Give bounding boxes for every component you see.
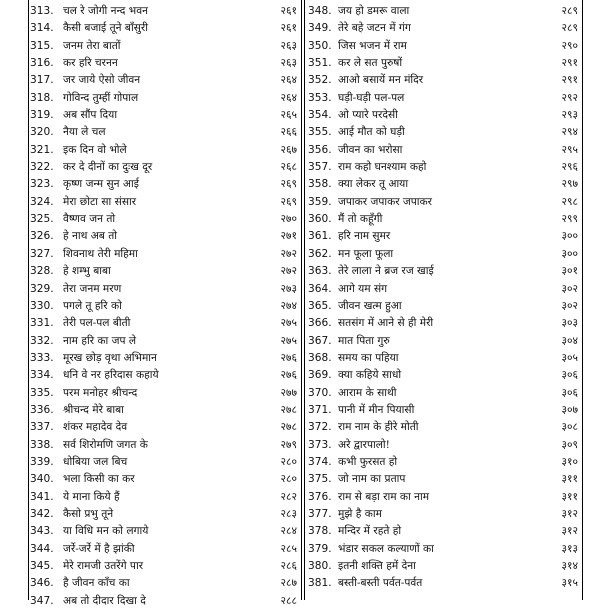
entry-number: 315. xyxy=(30,39,54,52)
entry-number: 344. xyxy=(30,542,54,555)
index-entry xyxy=(30,20,297,37)
entry-title: धोबिया जल बिच xyxy=(63,455,128,468)
index-entry xyxy=(308,124,578,141)
index-entry xyxy=(30,333,297,350)
entry-title: क्या लेकर तू आया xyxy=(338,178,409,191)
entry-title: हे शम्भु बाबा xyxy=(63,265,111,278)
entry-page-number: २९१ xyxy=(561,74,578,87)
entry-title: जनम तेरा बातों xyxy=(63,39,121,52)
entry-page-number: ३०७ xyxy=(561,403,578,416)
entry-title: तेरे लाला ने ब्रज रज खाई xyxy=(338,265,434,278)
entry-title: मात पिता गुरु xyxy=(338,334,390,347)
entry-title: समय का पहिया xyxy=(338,351,399,364)
entry-number: 372. xyxy=(308,421,332,434)
entry-number: 370. xyxy=(308,386,332,399)
entry-title: शंकर महादेव देव xyxy=(63,421,128,434)
entry-page-number: २९२ xyxy=(561,91,578,104)
entry-number: 373. xyxy=(308,438,332,451)
entry-page-number: २७२ xyxy=(280,265,297,278)
index-entry xyxy=(30,124,297,141)
entry-number: 319. xyxy=(30,109,54,122)
entry-title: जर जाये ऐसो जीवन xyxy=(63,74,141,87)
entry-number: 360. xyxy=(308,213,332,226)
index-entry xyxy=(30,471,297,488)
entry-number: 326. xyxy=(30,230,54,243)
entry-number: 376. xyxy=(308,490,332,503)
entry-page-number: २९३ xyxy=(561,109,578,122)
index-entry xyxy=(308,228,578,245)
entry-title: ओ प्यारे परदेसी xyxy=(338,109,398,122)
index-entry xyxy=(308,367,578,384)
entry-page-number: ३०८ xyxy=(561,421,578,434)
entry-page-number: २७८ xyxy=(280,421,297,434)
entry-page-number: ३१३ xyxy=(561,542,578,555)
entry-number: 364. xyxy=(308,282,332,295)
index-entry xyxy=(308,263,578,280)
column-divider-rule-2 xyxy=(304,0,305,600)
index-entry xyxy=(308,55,578,72)
entry-number: 355. xyxy=(308,126,332,139)
entry-title: तेरी पल-पल बीती xyxy=(63,317,131,330)
index-entry xyxy=(308,246,578,263)
entry-page-number: २८२ xyxy=(280,490,297,503)
entry-title: कभी फुरसत हो xyxy=(338,455,398,468)
entry-title: पानी में मीन पियासी xyxy=(338,403,415,416)
entry-number: 328. xyxy=(30,265,54,278)
entry-number: 318. xyxy=(30,91,54,104)
entry-title: जीवन खत्म हुआ xyxy=(338,299,402,312)
entry-number: 313. xyxy=(30,5,54,17)
entry-page-number: २९७ xyxy=(561,178,578,191)
entry-page-number: २८४ xyxy=(280,525,297,538)
entry-page-number: ३१२ xyxy=(561,507,578,520)
entry-title: घड़ी-घड़ी पल-पल xyxy=(338,91,405,104)
index-entry xyxy=(308,471,578,488)
index-entry xyxy=(30,419,297,436)
entry-number: 377. xyxy=(308,507,332,520)
entry-number: 335. xyxy=(30,386,54,399)
index-entry xyxy=(308,3,578,20)
index-entry xyxy=(30,263,297,280)
entry-number: 368. xyxy=(308,351,332,364)
left-margin-rule xyxy=(28,0,29,600)
index-entry xyxy=(308,38,578,55)
entry-number: 339. xyxy=(30,455,54,468)
index-entry xyxy=(30,228,297,245)
index-entry xyxy=(308,454,578,471)
entry-number: 333. xyxy=(30,351,54,364)
entry-page-number: २८३ xyxy=(280,507,297,520)
entry-page-number: २८० xyxy=(280,455,297,468)
entry-number: 316. xyxy=(30,57,54,70)
entry-page-number: २९९ xyxy=(561,213,578,226)
entry-title: कर ले सत पुरुषों xyxy=(338,57,403,70)
entry-title: मैं तो कहूँगी xyxy=(338,213,383,226)
index-entry xyxy=(30,3,297,20)
index-entry xyxy=(30,281,297,298)
entry-page-number: २८९ xyxy=(561,22,578,35)
index-entry xyxy=(30,298,297,315)
entry-page-number: ३०१ xyxy=(561,265,578,278)
entry-number: 343. xyxy=(30,525,54,538)
entry-number: 379. xyxy=(308,542,332,555)
index-column-left xyxy=(30,3,297,610)
entry-number: 338. xyxy=(30,438,54,451)
index-entry xyxy=(30,194,297,211)
entry-number: 367. xyxy=(308,334,332,347)
entry-page-number: ३०० xyxy=(561,247,578,260)
entry-page-number: ३०० xyxy=(561,230,578,243)
entry-page-number: ३११ xyxy=(561,490,578,503)
entry-title: मन्दिर में रहते हो xyxy=(338,525,402,538)
entry-page-number: २७६ xyxy=(280,351,297,364)
entry-page-number: २६८ xyxy=(280,161,297,174)
entry-title: राम कहो घनश्याम कहो xyxy=(338,161,427,174)
entry-title: जर्रे-जर्रे में है झांकी xyxy=(63,542,135,555)
index-entry xyxy=(308,385,578,402)
entry-page-number: २६१ xyxy=(280,22,297,35)
entry-title: अब सौंप दिया xyxy=(63,109,118,122)
index-entry xyxy=(30,367,297,384)
entry-title: वैष्णव जन तो xyxy=(63,213,116,226)
index-entry xyxy=(30,593,297,610)
entry-number: 374. xyxy=(308,455,332,468)
index-entry xyxy=(30,402,297,419)
entry-title: मूरख छोड़ वृथा अभिमान xyxy=(63,351,157,364)
index-entry xyxy=(30,142,297,159)
entry-number: 346. xyxy=(30,577,54,590)
entry-page-number: २७६ xyxy=(280,369,297,382)
right-margin-rule xyxy=(582,0,583,600)
entry-page-number: २९५ xyxy=(561,143,578,156)
entry-number: 362. xyxy=(308,247,332,260)
entry-number: 350. xyxy=(308,39,332,52)
entry-number: 325. xyxy=(30,213,54,226)
entry-title: हरि नाम सुमर xyxy=(338,230,391,243)
entry-title: जय हो डमरू वाला xyxy=(338,5,410,17)
entry-page-number: २९० xyxy=(561,39,578,52)
index-entry xyxy=(30,176,297,193)
index-entry xyxy=(308,159,578,176)
entry-page-number: २६९ xyxy=(280,178,297,191)
index-entry xyxy=(30,246,297,263)
entry-page-number: २७५ xyxy=(280,317,297,330)
index-entry xyxy=(30,541,297,558)
entry-page-number: ३०४ xyxy=(561,334,578,347)
entry-title: भंडार सकल कल्याणों का xyxy=(338,542,434,555)
index-entry xyxy=(308,298,578,315)
index-entry xyxy=(308,194,578,211)
index-entry xyxy=(308,20,578,37)
entry-number: 321. xyxy=(30,143,54,156)
entry-page-number: ३०३ xyxy=(561,317,578,330)
entry-number: 366. xyxy=(308,317,332,330)
entry-title: या विधि मन को लगाये xyxy=(63,525,149,538)
entry-number: 317. xyxy=(30,74,54,87)
entry-title: बस्ती-बस्ती पर्वत-पर्वत xyxy=(338,577,423,590)
entry-title: कर दे दीनों का दुःख दूर xyxy=(63,161,153,174)
entry-title: हे नाथ अब तो xyxy=(63,230,118,243)
entry-number: 334. xyxy=(30,369,54,382)
entry-title: इक दिन वो भोले xyxy=(63,143,127,156)
entry-title: मुझे है काम xyxy=(338,507,382,520)
index-entry xyxy=(308,350,578,367)
index-entry xyxy=(308,541,578,558)
entry-page-number: ३०५ xyxy=(561,351,578,364)
entry-number: 359. xyxy=(308,195,332,208)
entry-title: जिस भजन में राम xyxy=(338,39,407,52)
entry-page-number: २६७ xyxy=(280,143,297,156)
entry-number: 331. xyxy=(30,317,54,330)
index-entry xyxy=(308,315,578,332)
entry-title: कृष्ण जन्म सुन आई xyxy=(63,178,139,191)
entry-number: 341. xyxy=(30,490,54,503)
entry-title: राम से बड़ा राम का नाम xyxy=(338,490,430,503)
entry-number: 363. xyxy=(308,265,332,278)
entry-title: परम मनोहर श्रीचन्द xyxy=(63,386,138,399)
entry-title: मेरा छोटा सा संसार xyxy=(63,195,137,208)
index-entry xyxy=(30,315,297,332)
entry-page-number: २७९ xyxy=(280,438,297,451)
index-entry xyxy=(308,142,578,159)
entry-number: 375. xyxy=(308,473,332,486)
entry-number: 345. xyxy=(30,560,54,572)
index-entry xyxy=(308,90,578,107)
entry-page-number: २७२ xyxy=(280,247,297,260)
entry-number: 329. xyxy=(30,282,54,295)
entry-title: सतसंग में आने से ही मेरी xyxy=(338,317,434,330)
index-entry xyxy=(30,159,297,176)
entry-page-number: २६६ xyxy=(280,126,297,139)
entry-page-number: ३०६ xyxy=(561,369,578,382)
entry-title: तेरा जनम मरण xyxy=(63,282,122,295)
index-entry xyxy=(30,211,297,228)
entry-page-number: २९८ xyxy=(561,195,578,208)
entry-number: 314. xyxy=(30,22,54,35)
index-entry xyxy=(308,211,578,228)
entry-page-number: २८६ xyxy=(280,560,297,572)
entry-number: 356. xyxy=(308,143,332,156)
index-entry xyxy=(30,350,297,367)
entry-number: 323. xyxy=(30,178,54,191)
index-entry xyxy=(308,419,578,436)
entry-title: मेरे रामजी उतरेंगे पार xyxy=(63,560,144,572)
index-column-right xyxy=(308,3,578,593)
entry-number: 378. xyxy=(308,525,332,538)
entry-title: तेरे बहे जटन में गंग xyxy=(338,22,411,35)
entry-title: आई मौत को घड़ी xyxy=(338,126,405,139)
entry-number: 371. xyxy=(308,403,332,416)
entry-title: चल रे जोगी नन्द भवन xyxy=(63,5,149,17)
entry-title: भला किसी का कर xyxy=(63,473,135,486)
index-entry xyxy=(30,55,297,72)
entry-page-number: २६९ xyxy=(280,195,297,208)
entry-number: 351. xyxy=(308,57,332,70)
entry-title: आराम के साथी xyxy=(338,386,397,399)
entry-page-number: ३१२ xyxy=(561,525,578,538)
entry-title: कैसो प्रभु तूने xyxy=(63,507,114,520)
entry-number: 348. xyxy=(308,5,332,17)
entry-page-number: ३१० xyxy=(561,455,578,468)
entry-title: श्रीचन्द मेरे बाबा xyxy=(63,403,124,416)
entry-number: 322. xyxy=(30,161,54,174)
index-entry xyxy=(30,575,297,592)
entry-title: अब तो दीदार दिखा दे xyxy=(63,594,146,607)
entry-page-number: ३०२ xyxy=(561,299,578,312)
index-entry xyxy=(308,575,578,592)
entry-page-number: २८७ xyxy=(280,577,297,590)
index-entry xyxy=(308,437,578,454)
entry-number: 369. xyxy=(308,369,332,382)
entry-page-number: २६१ xyxy=(280,5,297,17)
entry-page-number: २७१ xyxy=(280,230,297,243)
entry-page-number: २७८ xyxy=(280,403,297,416)
entry-page-number: २९६ xyxy=(561,161,578,174)
index-entry xyxy=(308,281,578,298)
index-entry xyxy=(30,437,297,454)
entry-page-number: २७० xyxy=(280,213,297,226)
index-entry xyxy=(308,489,578,506)
entry-title: जो नाम का प्रताप xyxy=(338,473,406,486)
entry-page-number: ३१५ xyxy=(561,577,578,590)
entry-page-number: २६५ xyxy=(280,109,297,122)
index-entry xyxy=(30,489,297,506)
entry-page-number: २९४ xyxy=(561,126,578,139)
entry-number: 330. xyxy=(30,299,54,312)
index-entry xyxy=(308,506,578,523)
entry-page-number: ३०९ xyxy=(561,438,578,451)
entry-page-number: २८० xyxy=(280,473,297,486)
entry-page-number: ३०२ xyxy=(561,282,578,295)
entry-title: अरे द्वारपालो! xyxy=(338,438,390,451)
entry-number: 358. xyxy=(308,178,332,191)
index-entry xyxy=(308,176,578,193)
entry-number: 332. xyxy=(30,334,54,347)
entry-title: कर हरि चरनन xyxy=(63,57,118,70)
index-entry xyxy=(308,72,578,89)
entry-page-number: २९१ xyxy=(561,57,578,70)
entry-page-number: ३११ xyxy=(561,473,578,486)
entry-title: ये माना किये हैं xyxy=(63,490,120,503)
entry-title: जीवन का भरोसा xyxy=(338,143,403,156)
entry-title: नाम हरि का जप ले xyxy=(63,334,137,347)
entry-title: गोविन्द तुम्हीं गोपाल xyxy=(63,91,139,104)
entry-title: इतनी शक्ति हमें देना xyxy=(338,560,416,572)
entry-number: 353. xyxy=(308,91,332,104)
entry-number: 342. xyxy=(30,507,54,520)
entry-number: 320. xyxy=(30,126,54,139)
entry-title: मन फूला फूला xyxy=(338,247,394,260)
entry-number: 365. xyxy=(308,299,332,312)
entry-page-number: २६३ xyxy=(280,39,297,52)
entry-number: 340. xyxy=(30,473,54,486)
entry-title: कैसी बजाई तूने बाँसुरी xyxy=(63,22,148,35)
index-entry xyxy=(308,402,578,419)
index-entry xyxy=(308,558,578,575)
entry-page-number: २७४ xyxy=(280,299,297,312)
entry-number: 337. xyxy=(30,421,54,434)
entry-title: जपाकर जपाकर जपाकर xyxy=(338,195,433,208)
entry-title: आगे यम संग xyxy=(338,282,388,295)
index-entry xyxy=(308,107,578,124)
entry-page-number: २७३ xyxy=(280,282,297,295)
index-entry xyxy=(30,506,297,523)
entry-title: आओ बसायें मन मंदिर xyxy=(338,74,424,87)
entry-number: 327. xyxy=(30,247,54,260)
entry-title: शिवनाथ तेरी महिमा xyxy=(63,247,138,260)
index-entry xyxy=(308,333,578,350)
index-entry xyxy=(30,72,297,89)
entry-page-number: २६३ xyxy=(280,57,297,70)
entry-page-number: २८९ xyxy=(561,5,578,17)
entry-number: 380. xyxy=(308,560,332,572)
entry-page-number: २८८ xyxy=(280,594,297,607)
entry-page-number: २६४ xyxy=(280,74,297,87)
entry-title: सर्व शिरोमणि जगत के xyxy=(63,438,148,451)
entry-title: क्या कहिये साधो xyxy=(338,369,402,382)
entry-page-number: २८५ xyxy=(280,542,297,555)
index-entry xyxy=(30,90,297,107)
entry-page-number: ३०६ xyxy=(561,386,578,399)
index-entry xyxy=(308,523,578,540)
entry-number: 352. xyxy=(308,74,332,87)
index-entry xyxy=(30,107,297,124)
entry-title: राम नाम के हीरे मोती xyxy=(338,421,419,434)
index-entry xyxy=(30,385,297,402)
index-entry xyxy=(30,454,297,471)
entry-number: 354. xyxy=(308,109,332,122)
entry-number: 324. xyxy=(30,195,54,208)
index-entry xyxy=(30,38,297,55)
entry-number: 347. xyxy=(30,594,54,607)
entry-page-number: ३१४ xyxy=(561,560,578,572)
entry-title: धनि वे नर हरिदास कहाये xyxy=(63,369,159,382)
entry-number: 357. xyxy=(308,161,332,174)
entry-number: 381. xyxy=(308,577,332,590)
column-divider-rule xyxy=(301,0,302,600)
entry-page-number: २७५ xyxy=(280,334,297,347)
entry-title: है जीवन काँच का xyxy=(63,577,130,590)
entry-title: पगले तू हरि को xyxy=(63,299,122,312)
entry-number: 336. xyxy=(30,403,54,416)
index-entry xyxy=(30,523,297,540)
entry-page-number: २७७ xyxy=(280,386,297,399)
entry-title: नैया ले चल xyxy=(63,126,106,139)
entry-number: 349. xyxy=(308,22,332,35)
index-entry xyxy=(30,558,297,575)
entry-page-number: २६४ xyxy=(280,91,297,104)
entry-number: 361. xyxy=(308,230,332,243)
